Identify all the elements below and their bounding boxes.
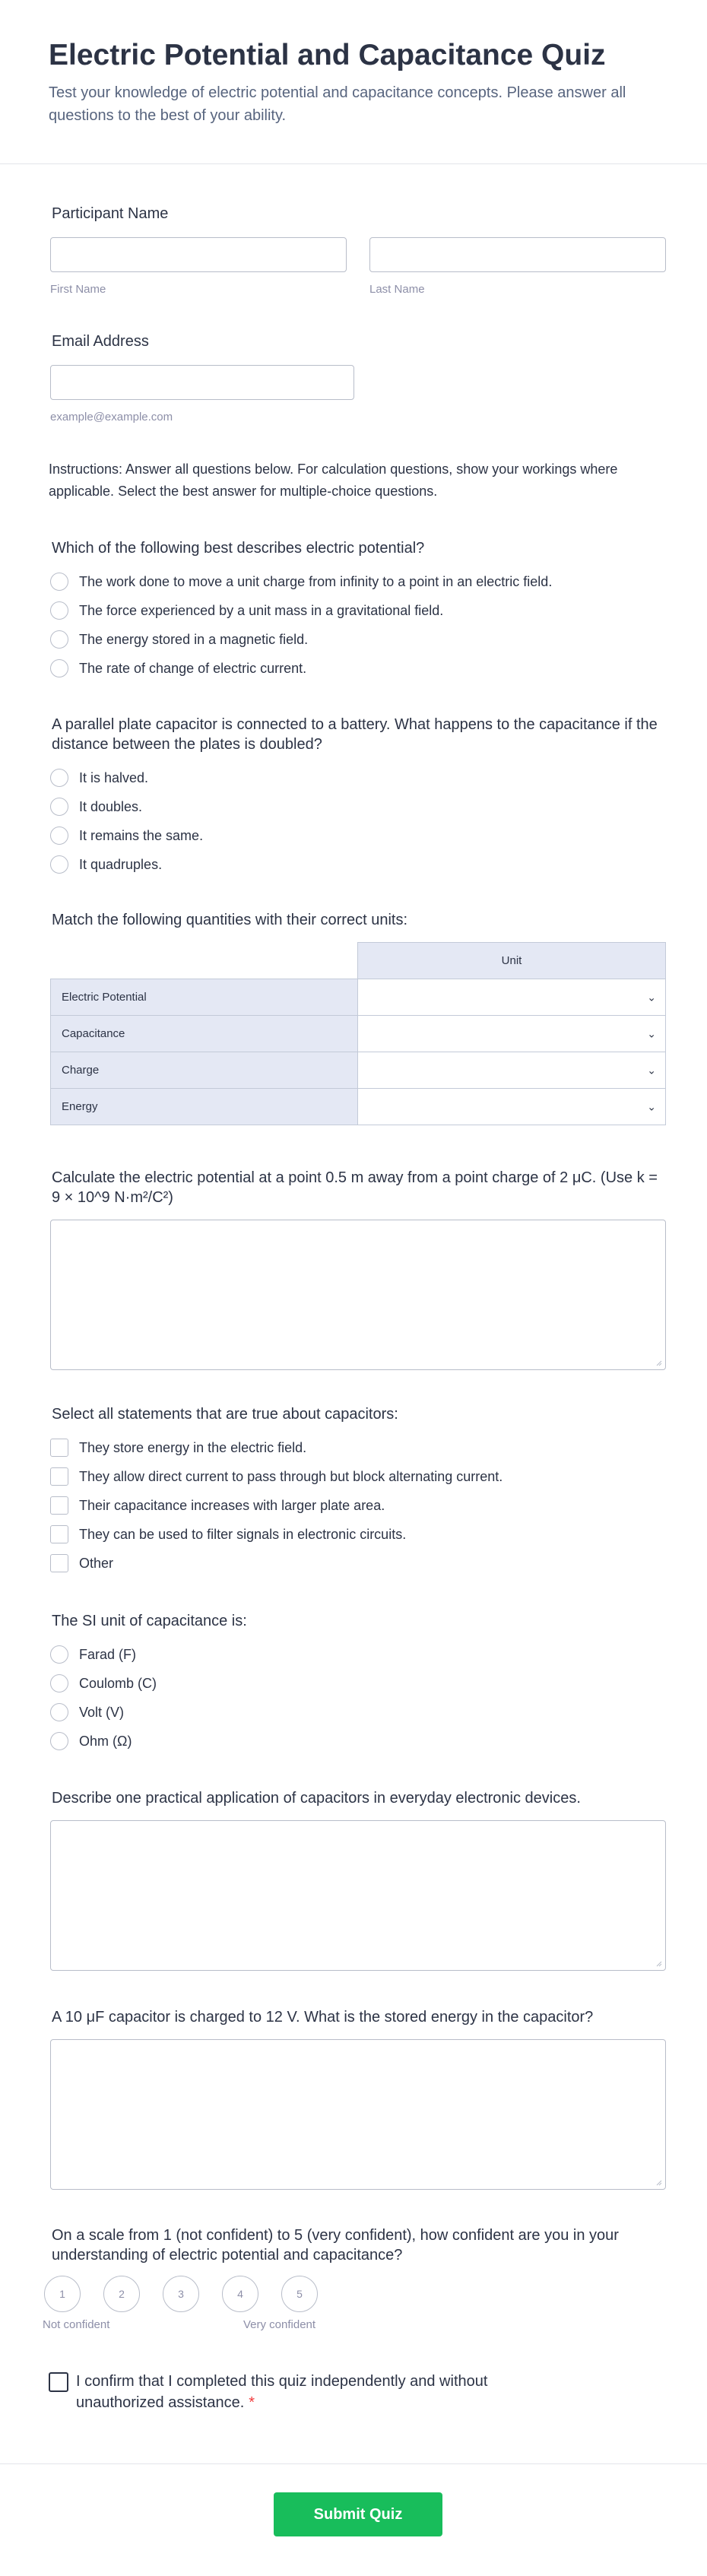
first-name-input[interactable] (50, 237, 347, 272)
form-header (0, 0, 707, 164)
checkbox-option[interactable]: Other (50, 1549, 666, 1578)
last-name-input[interactable] (369, 237, 666, 272)
required-asterisk: * (249, 2394, 255, 2411)
radio-button[interactable] (50, 798, 68, 816)
radio-button[interactable] (50, 573, 68, 591)
participant-name-label: Participant Name (52, 205, 169, 222)
first-name-sublabel: First Name (50, 283, 106, 296)
email-section (50, 332, 354, 424)
question-label: A parallel plate capacitor is connected to a battery. What happens to the capacitance if the distance between the plates is doubled? (52, 716, 658, 753)
question-capacitor-statements (50, 1404, 666, 1578)
radio-option[interactable]: Volt (V) (50, 1698, 666, 1727)
scale-option[interactable]: 3 (163, 2276, 199, 2312)
scale-labels (43, 2318, 674, 2335)
question-label: Match the following quantities with their correct units: (52, 912, 407, 928)
email-sublabel: example@example.com (50, 411, 173, 424)
scale-high-label: Very confident (243, 2318, 316, 2331)
checkbox[interactable] (50, 1496, 68, 1515)
question-calculate-potential (50, 1168, 666, 1370)
email-label: Email Address (52, 333, 149, 350)
question-label: Calculate the electric potential at a point 0.5 m away from a point charge of 2 μC. (Use k = 9 × 10^9 N·m²/C²) (52, 1169, 658, 1206)
radio-button[interactable] (50, 601, 68, 620)
question-label: Describe one practical application of capacitors in everyday electronic devices. (52, 1790, 581, 1807)
scale-option[interactable]: 5 (281, 2276, 318, 2312)
question-label: Select all statements that are true about capacitors: (52, 1406, 398, 1423)
question-practical-application (50, 1788, 666, 1971)
resize-grip-icon[interactable] (655, 1359, 662, 1366)
confirm-checkbox-row[interactable] (49, 2371, 566, 2413)
unit-select[interactable] (358, 1016, 666, 1052)
question-label: On a scale from 1 (not confident) to 5 (very confident), how confident are you in your understanding of electric potential and capacitance? (52, 2227, 619, 2264)
email-input[interactable] (50, 365, 354, 400)
matrix-column-header: Unit (358, 943, 666, 979)
radio-button[interactable] (50, 855, 68, 874)
chevron-down-icon: ⌄ (647, 1100, 656, 1112)
chevron-down-icon: ⌄ (647, 991, 656, 1003)
question-stored-energy (50, 2007, 666, 2190)
form-subtitle: Test your knowledge of electric potential and capacitance concepts. Please answer all questions to the best of your ability. (49, 84, 626, 124)
last-name-sublabel: Last Name (369, 283, 425, 296)
checkbox-option[interactable]: Their capacitance increases with larger plate area. (50, 1491, 666, 1520)
unit-select[interactable] (358, 979, 666, 1016)
radio-option[interactable]: It doubles. (50, 792, 674, 821)
radio-button[interactable] (50, 1732, 68, 1750)
radio-option[interactable]: The work done to move a unit charge from infinity to a point in an electric field. (50, 567, 666, 596)
matrix-row-label: Capacitance (51, 1016, 358, 1052)
radio-button[interactable] (50, 630, 68, 649)
answer-textarea[interactable] (50, 2039, 666, 2190)
radio-button[interactable] (50, 1703, 68, 1721)
form-footer (0, 2463, 707, 2576)
chevron-down-icon: ⌄ (647, 1027, 656, 1039)
radio-option[interactable]: Coulomb (C) (50, 1669, 666, 1698)
checkbox[interactable] (50, 1554, 68, 1572)
matrix-row-label: Energy (51, 1089, 358, 1125)
rating-scale (44, 2276, 674, 2312)
radio-button[interactable] (50, 1645, 68, 1664)
question-si-unit (50, 1611, 666, 1756)
scale-option[interactable]: 1 (44, 2276, 81, 2312)
radio-option[interactable]: The rate of change of electric current. (50, 654, 666, 683)
confirm-text: I confirm that I completed this quiz independently and without unauthorized assistance. (76, 2373, 488, 2411)
scale-option[interactable]: 2 (103, 2276, 140, 2312)
unit-select[interactable] (358, 1052, 666, 1089)
radio-option[interactable]: The force experienced by a unit mass in a gravitational field. (50, 596, 666, 625)
matrix-row-label: Electric Potential (51, 979, 358, 1016)
radio-button[interactable] (50, 826, 68, 845)
confirmation-section (49, 2371, 566, 2413)
resize-grip-icon[interactable] (655, 2178, 662, 2186)
form-title: Electric Potential and Capacitance Quiz (49, 39, 606, 71)
radio-option[interactable]: It is halved. (50, 763, 674, 792)
chevron-down-icon: ⌄ (647, 1064, 656, 1076)
radio-option[interactable]: Farad (F) (50, 1640, 666, 1669)
checkbox[interactable] (50, 1525, 68, 1543)
question-label: Which of the following best describes electric potential? (52, 540, 425, 557)
participant-name-section (50, 204, 666, 296)
checkbox-option[interactable]: They can be used to filter signals in electronic circuits. (50, 1520, 666, 1549)
answer-textarea[interactable] (50, 1820, 666, 1971)
unit-select[interactable] (358, 1089, 666, 1125)
radio-option[interactable]: It quadruples. (50, 850, 674, 879)
checkbox[interactable] (50, 1439, 68, 1457)
radio-option[interactable]: It remains the same. (50, 821, 674, 850)
question-label: A 10 μF capacitor is charged to 12 V. What is the stored energy in the capacitor? (52, 2009, 594, 2026)
instructions-text: Instructions: Answer all questions below. For calculation questions, show your workings where applicable. Select the best answer for multiple-choice questions. (49, 462, 618, 499)
question-capacitor-distance (50, 715, 674, 879)
radio-button[interactable] (50, 1674, 68, 1692)
confirm-checkbox[interactable] (49, 2372, 68, 2392)
question-match-units (50, 910, 666, 1125)
radio-option[interactable]: The energy stored in a magnetic field. (50, 625, 666, 654)
question-label: The SI unit of capacitance is: (52, 1613, 247, 1629)
radio-button[interactable] (50, 769, 68, 787)
checkbox-option[interactable]: They allow direct current to pass through but block alternating current. (50, 1462, 666, 1491)
checkbox-option[interactable]: They store energy in the electric field. (50, 1433, 666, 1462)
scale-low-label: Not confident (43, 2318, 110, 2331)
scale-option[interactable]: 4 (222, 2276, 258, 2312)
submit-button[interactable]: Submit Quiz (274, 2492, 442, 2536)
resize-grip-icon[interactable] (655, 1959, 662, 1967)
question-electric-potential (50, 538, 666, 683)
matrix-row-label: Charge (51, 1052, 358, 1089)
answer-textarea[interactable] (50, 1220, 666, 1370)
question-confidence-scale (43, 2225, 674, 2335)
radio-option[interactable]: Ohm (Ω) (50, 1727, 666, 1756)
radio-button[interactable] (50, 659, 68, 677)
checkbox[interactable] (50, 1467, 68, 1486)
matrix-table (50, 942, 666, 1125)
